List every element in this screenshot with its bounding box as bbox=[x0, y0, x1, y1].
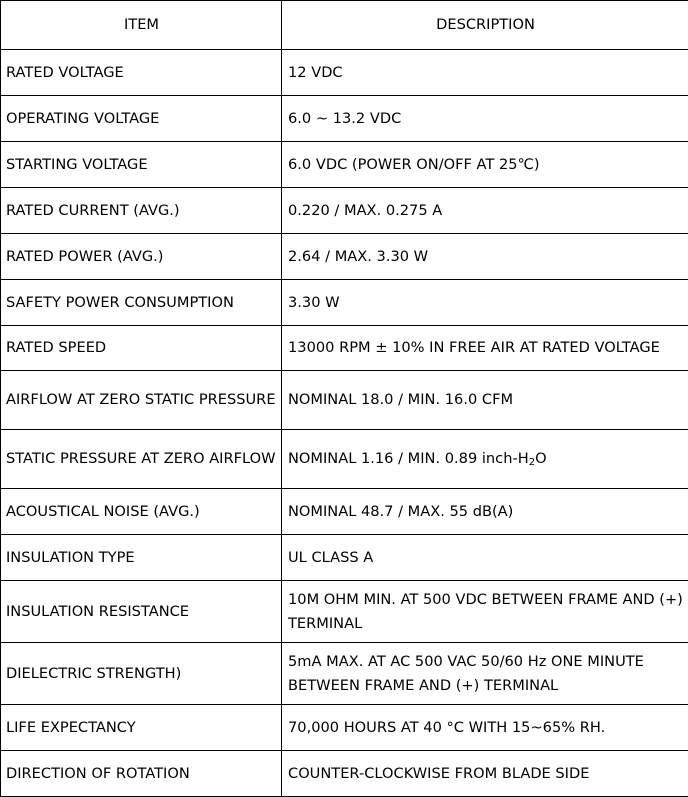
header-item: ITEM bbox=[1, 1, 282, 50]
description-cell: NOMINAL 18.0 / MIN. 16.0 CFM bbox=[282, 371, 688, 430]
table-row bbox=[1, 705, 688, 751]
subscript-two: 2 bbox=[529, 457, 535, 468]
item-cell: SAFETY POWER CONSUMPTION bbox=[1, 280, 282, 326]
description-cell: 6.0 ~ 13.2 VDC bbox=[282, 96, 688, 142]
item-cell: RATED CURRENT (AVG.) bbox=[1, 188, 282, 234]
header-description: DESCRIPTION bbox=[282, 1, 688, 50]
table-row bbox=[1, 188, 688, 234]
description-cell: 10M OHM MIN. AT 500 VDC BETWEEN FRAME AND (+) TERMINAL bbox=[282, 581, 688, 643]
description-cell: 70,000 HOURS AT 40 °C WITH 15~65% RH. bbox=[282, 705, 688, 751]
item-cell: RATED SPEED bbox=[1, 326, 282, 371]
item-cell: RATED VOLTAGE bbox=[1, 50, 282, 96]
item-cell: STARTING VOLTAGE bbox=[1, 142, 282, 188]
table-row bbox=[1, 50, 688, 96]
table-row bbox=[1, 643, 688, 705]
item-cell: OPERATING VOLTAGE bbox=[1, 96, 282, 142]
table-row bbox=[1, 142, 688, 188]
item-cell: LIFE EXPECTANCY bbox=[1, 705, 282, 751]
item-cell: STATIC PRESSURE AT ZERO AIRFLOW bbox=[1, 430, 282, 489]
description-cell: 0.220 / MAX. 0.275 A bbox=[282, 188, 688, 234]
item-cell: RATED POWER (AVG.) bbox=[1, 234, 282, 280]
description-cell: 3.30 W bbox=[282, 280, 688, 326]
item-cell: INSULATION RESISTANCE bbox=[1, 581, 282, 643]
item-cell: ACOUSTICAL NOISE (AVG.) bbox=[1, 489, 282, 535]
item-cell: DIELECTRIC STRENGTH) bbox=[1, 643, 282, 705]
description-cell: NOMINAL 48.7 / MAX. 55 dB(A) bbox=[282, 489, 688, 535]
table-row bbox=[1, 371, 688, 430]
table-row bbox=[1, 581, 688, 643]
table-row bbox=[1, 326, 688, 371]
table-row bbox=[1, 280, 688, 326]
table-row bbox=[1, 535, 688, 581]
item-cell: INSULATION TYPE bbox=[1, 535, 282, 581]
item-cell: AIRFLOW AT ZERO STATIC PRESSURE bbox=[1, 371, 282, 430]
table-row bbox=[1, 96, 688, 142]
description-cell: 13000 RPM ± 10% IN FREE AIR AT RATED VOLTAGE bbox=[282, 326, 688, 371]
description-cell: 6.0 VDC (POWER ON/OFF AT 25℃) bbox=[282, 142, 688, 188]
description-cell: UL CLASS A bbox=[282, 535, 688, 581]
description-text-suffix: O bbox=[535, 450, 547, 467]
table-row bbox=[1, 751, 688, 797]
table-row bbox=[1, 489, 688, 535]
description-cell: 12 VDC bbox=[282, 50, 688, 96]
description-cell: COUNTER-CLOCKWISE FROM BLADE SIDE bbox=[282, 751, 688, 797]
description-cell: 5mA MAX. AT AC 500 VAC 50/60 Hz ONE MINUTE BETWEEN FRAME AND (+) TERMINAL bbox=[282, 643, 688, 705]
description-cell bbox=[282, 430, 688, 489]
table-header-row bbox=[1, 1, 688, 50]
description-text: NOMINAL 1.16 / MIN. 0.89 inch-H bbox=[288, 450, 529, 467]
description-cell: 2.64 / MAX. 3.30 W bbox=[282, 234, 688, 280]
item-cell: DIRECTION OF ROTATION bbox=[1, 751, 282, 797]
table-row bbox=[1, 234, 688, 280]
table-row bbox=[1, 430, 688, 489]
